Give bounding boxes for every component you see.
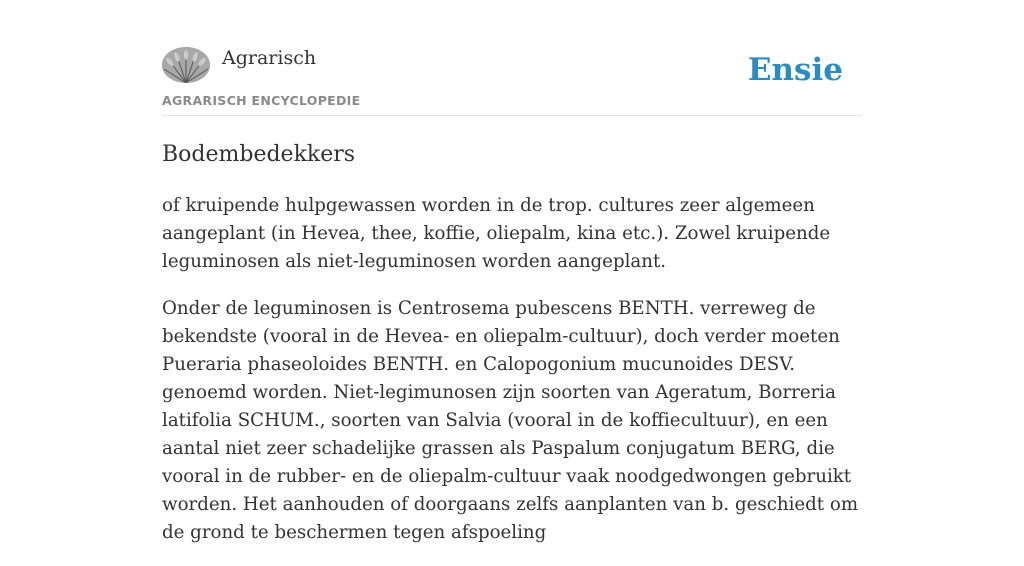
site-name-link[interactable]: Agrarisch bbox=[222, 47, 317, 69]
article-paragraph: of kruipende hulpgewassen worden in de trop. cultures zeer algemeen aangeplant (in Hevea, thee, koffie, oliepalm, kina etc.). Zowel kruipende leguminosen als niet-leguminosen worden aangeplant. bbox=[162, 195, 831, 272]
article-body bbox=[162, 192, 862, 566]
article-paragraph: Onder de leguminosen is Centrosema pubescens BENTH. verreweg de bekendste (vooral in de Hevea- en oliepalm-cultuur), doch verder moeten Pueraria phaseoloides BENTH. en Calopogonium mucunoides DESV. genoemd worden. Niet-legimunosen zijn soorten van Ageratum, Borreria latifolia SCHUM., soorten van Salvia (vooral in de koffiecultuur), en een aantal niet zeer schadelijke grassen als Paspalum conjugatum BERG, die vooral in de rubber- en de oliepalm-cultuur vaak noodgedwongen gebruikt worden. Het aanhouden of doorgaans zelfs aanplanten van b. geschiedt om de grond te beschermen tegen afspoeling bbox=[162, 298, 859, 543]
article-title: Bodembedekkers bbox=[162, 142, 356, 167]
page bbox=[162, 0, 862, 543]
site-header bbox=[162, 0, 862, 116]
brand-logo-link[interactable]: Ensie bbox=[747, 52, 843, 88]
wheat-engraving-icon[interactable] bbox=[162, 47, 210, 83]
site-subtitle: AGRARISCH ENCYCLOPEDIE bbox=[162, 93, 361, 108]
